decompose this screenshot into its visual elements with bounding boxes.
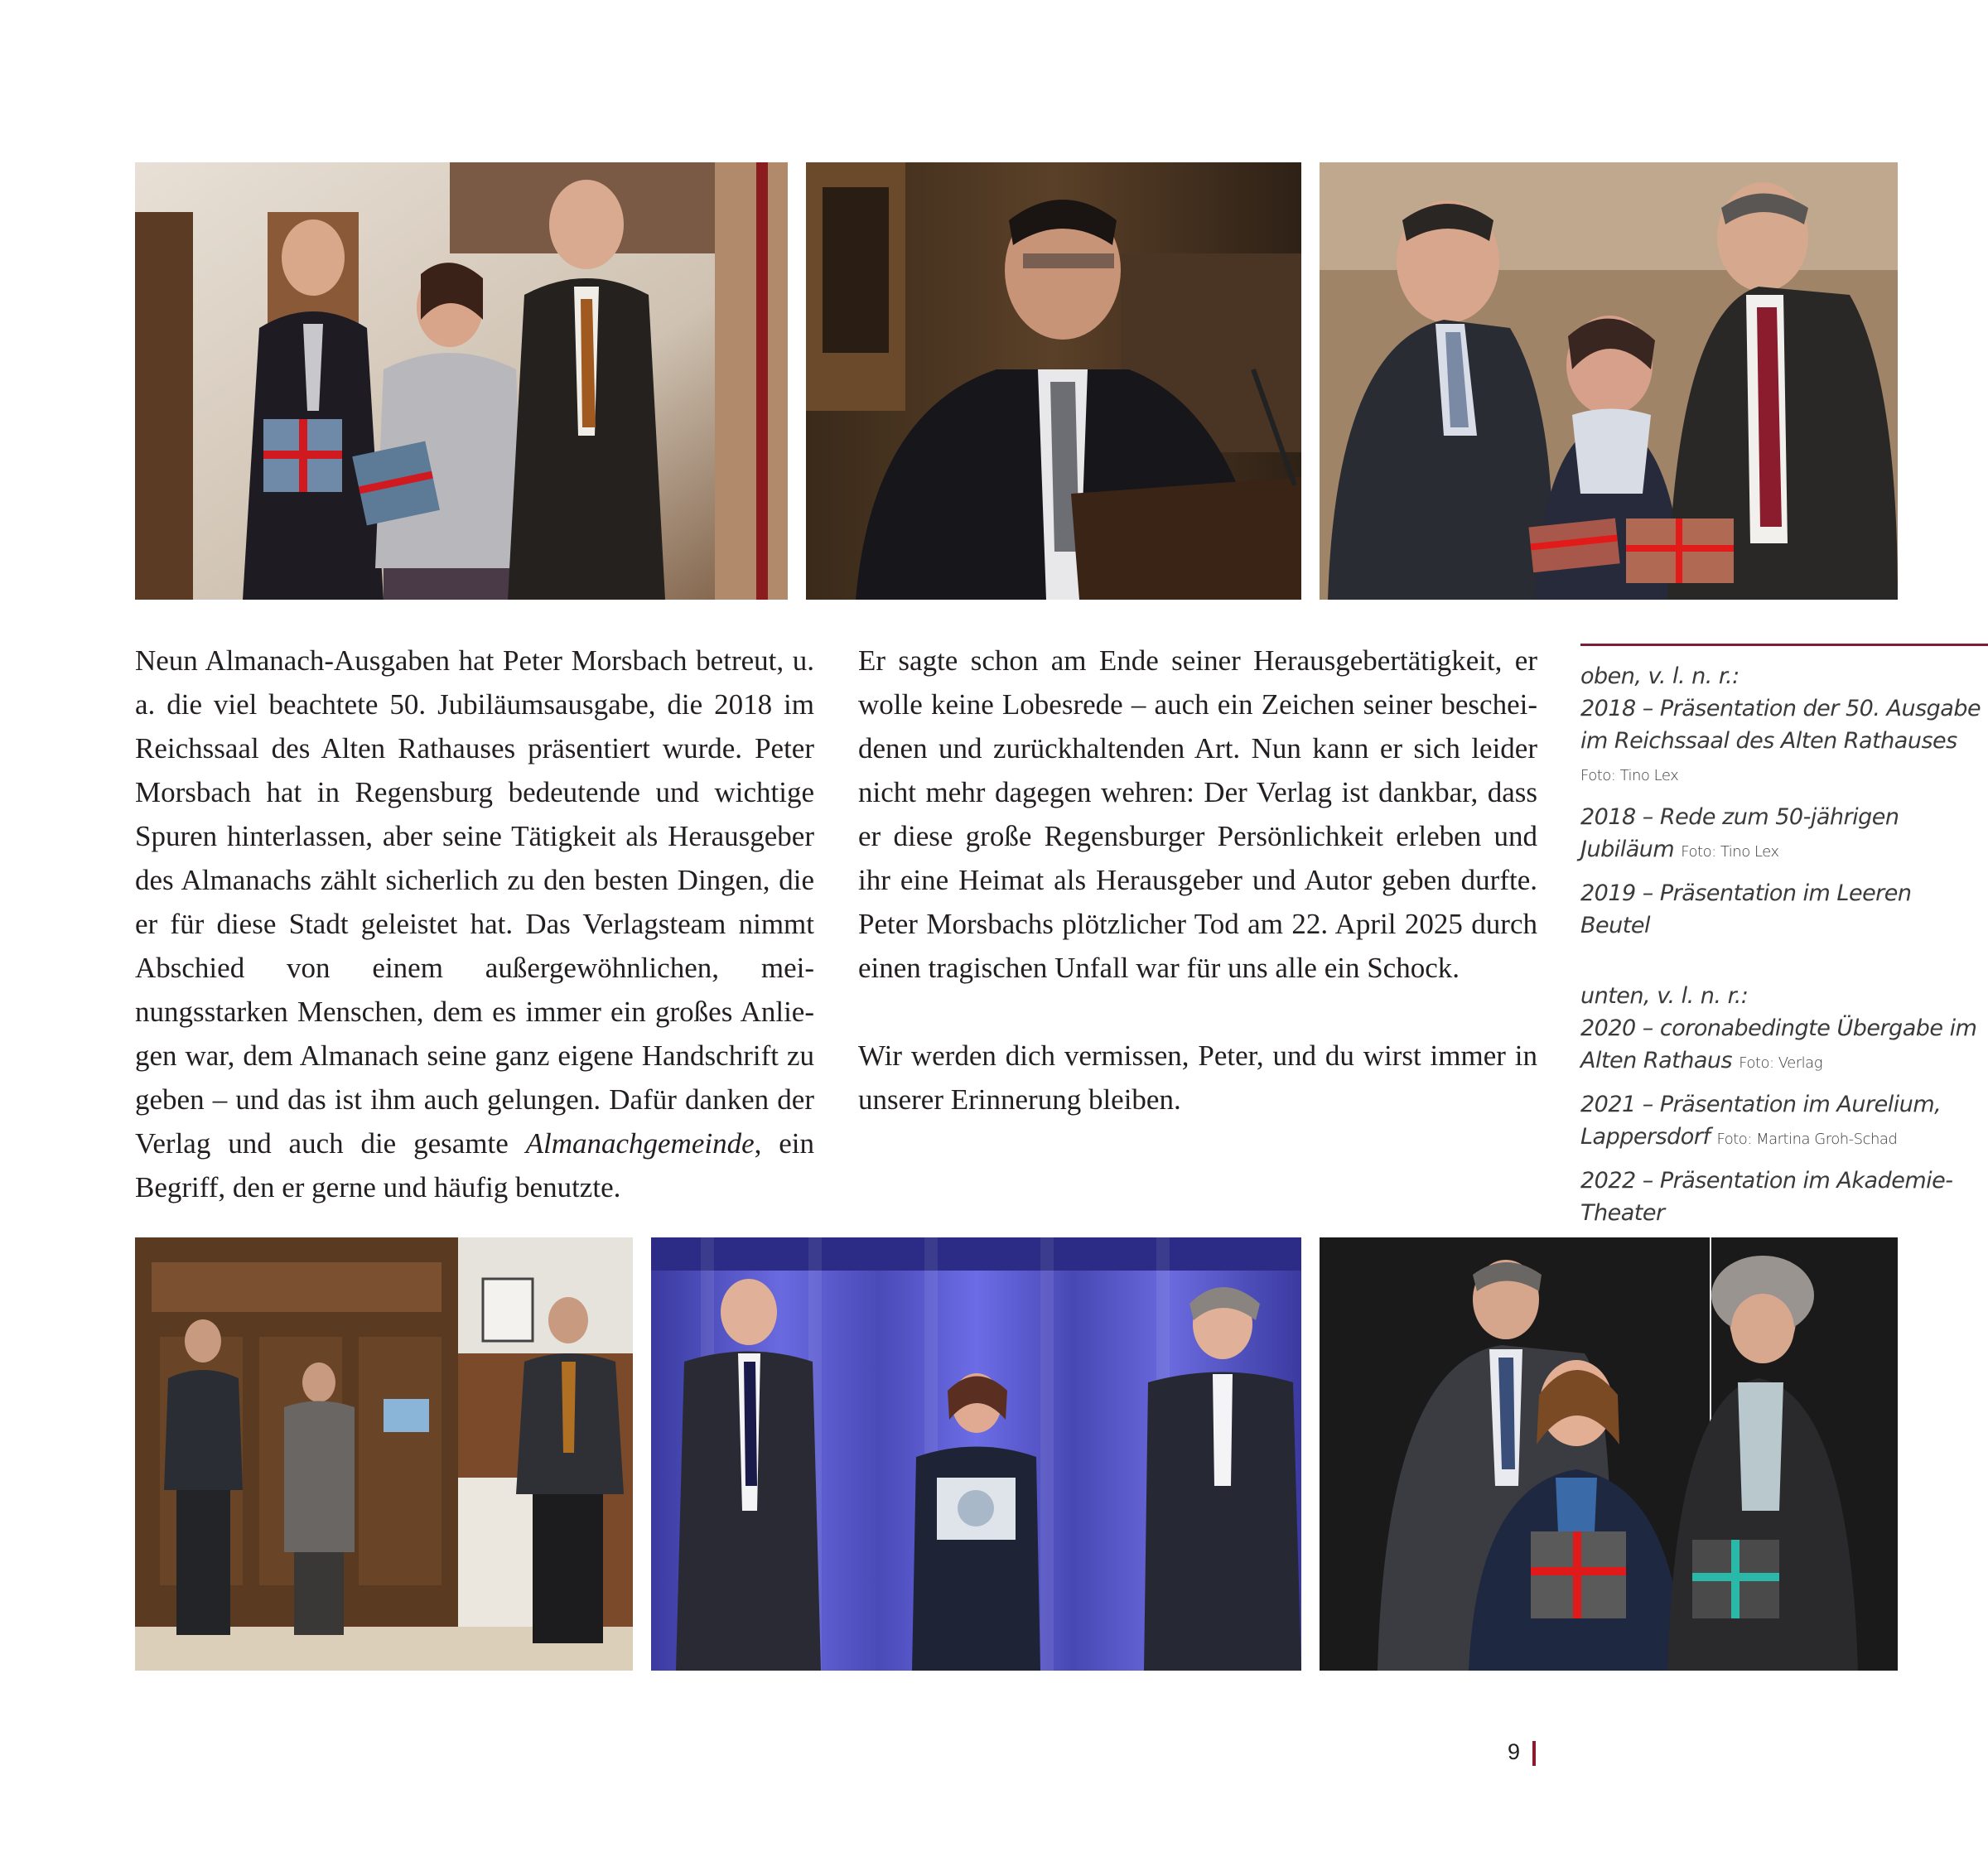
- photo-leerer-beutel-2019: [1320, 162, 1898, 600]
- caption-header-top: oben, v. l. n. r.:: [1580, 663, 1740, 689]
- caption-text: 2018 – Präsentation der 50. Ausgabe im Reichssaal des Alten Rathauses: [1580, 696, 1981, 754]
- caption-item: [1580, 801, 1986, 868]
- caption-rule: [1580, 644, 1988, 646]
- photo-rede-jubilaeum-2018: [806, 162, 1301, 600]
- caption-item: [1580, 1012, 1986, 1079]
- page-number-bar: [1532, 1741, 1536, 1766]
- caption-item: [1580, 1165, 1986, 1229]
- photo-credit: Foto: Tino Lex: [1580, 767, 1679, 784]
- caption-text: 2022 – Präsentation im Akademie-Theater: [1580, 1168, 1953, 1226]
- body-column-middle: [858, 639, 1537, 1121]
- photo-akademie-theater-2022: [1320, 1237, 1898, 1671]
- photo-credit: Foto: Tino Lex: [1681, 843, 1779, 861]
- caption-item: [1580, 877, 1986, 942]
- photo-altes-rathaus-2020: [135, 1237, 633, 1671]
- photo-credit: Foto: Martina Groh-Schad: [1716, 1131, 1898, 1148]
- caption-text: 2019 – Präsentation im Leeren Beutel: [1580, 880, 1912, 938]
- term-almanachgemeinde: Almanachgemeinde: [525, 1127, 755, 1160]
- paragraph-middle-2: Wir werden dich vermissen, Peter, und du wirst immer in unserer Erinnerung bleiben.: [858, 1039, 1537, 1116]
- photo-captions: [1580, 644, 1986, 1229]
- paragraph-left: [135, 639, 814, 1209]
- caption-text: 2018 – Rede zum 50-jährigen Jubiläum: [1580, 804, 1899, 862]
- paragraph-left-text-end: , ein Begriff, den er gerne und häufig benutzte.: [135, 1127, 814, 1203]
- paragraph-middle-1: Er sagte schon am Ende seiner Herausgebertätigkeit, er wolle keine Lobesrede – auch ein Zeichen seiner bescheidenen und zurückhaltenden Art. Nun kann er sich leider nicht mehr dagegen wehren: Der Verlag ist dankbar, dass er diese große Regensburger Persönlichkeit erleben und ihr eine Heimat als Herausgeber und Autor geben durfte. Peter Morsbachs plötzlicher Tod am 22. April 2025 durch einen tragischen Unfall war für uns alle ein Schock.: [858, 644, 1537, 984]
- photo-credit: Foto: Verlag: [1739, 1054, 1822, 1072]
- photo-reichssaal-2018: [135, 162, 788, 600]
- caption-text: 2020 – coronabedingte Übergabe im Alten Rathaus: [1580, 1015, 1977, 1073]
- body-column-left: [135, 639, 814, 1209]
- caption-item: [1580, 692, 1986, 792]
- caption-item: [1580, 1088, 1986, 1155]
- page-number: 9: [1508, 1739, 1521, 1764]
- paragraph-left-text: Neun Almanach-Ausgaben hat Peter Morsbach betreut, u. a. die viel beachtete 50. Jubiläumsausgabe, die 2018 im Reichssaal des Alten Rathauses präsentiert wurde. Peter Morsbach hat in Regensburg bedeutende und wichtige Spuren hinterlassen, aber seine Tätigkeit als Herausgeber des Almanachs zählt sicherlich zu den besten Dingen, die er für diese Stadt geleistet hat. Das Verlagsteam nimmt Abschied von einem außergewöhnlichen, meinungsstarken Menschen, dem es immer ein großes Anliegen war, dem Almanach seine ganz eigene Handschrift zu geben – und das ist ihm auch gelungen. Dafür danken der Verlag und auch die gesamte: [135, 644, 814, 1160]
- caption-text: 2021 – Präsentation im Aurelium, Lappersdorf: [1580, 1092, 1942, 1150]
- photo-aurelium-2021: [651, 1237, 1301, 1671]
- caption-header-bottom: unten, v. l. n. r.:: [1580, 983, 1749, 1009]
